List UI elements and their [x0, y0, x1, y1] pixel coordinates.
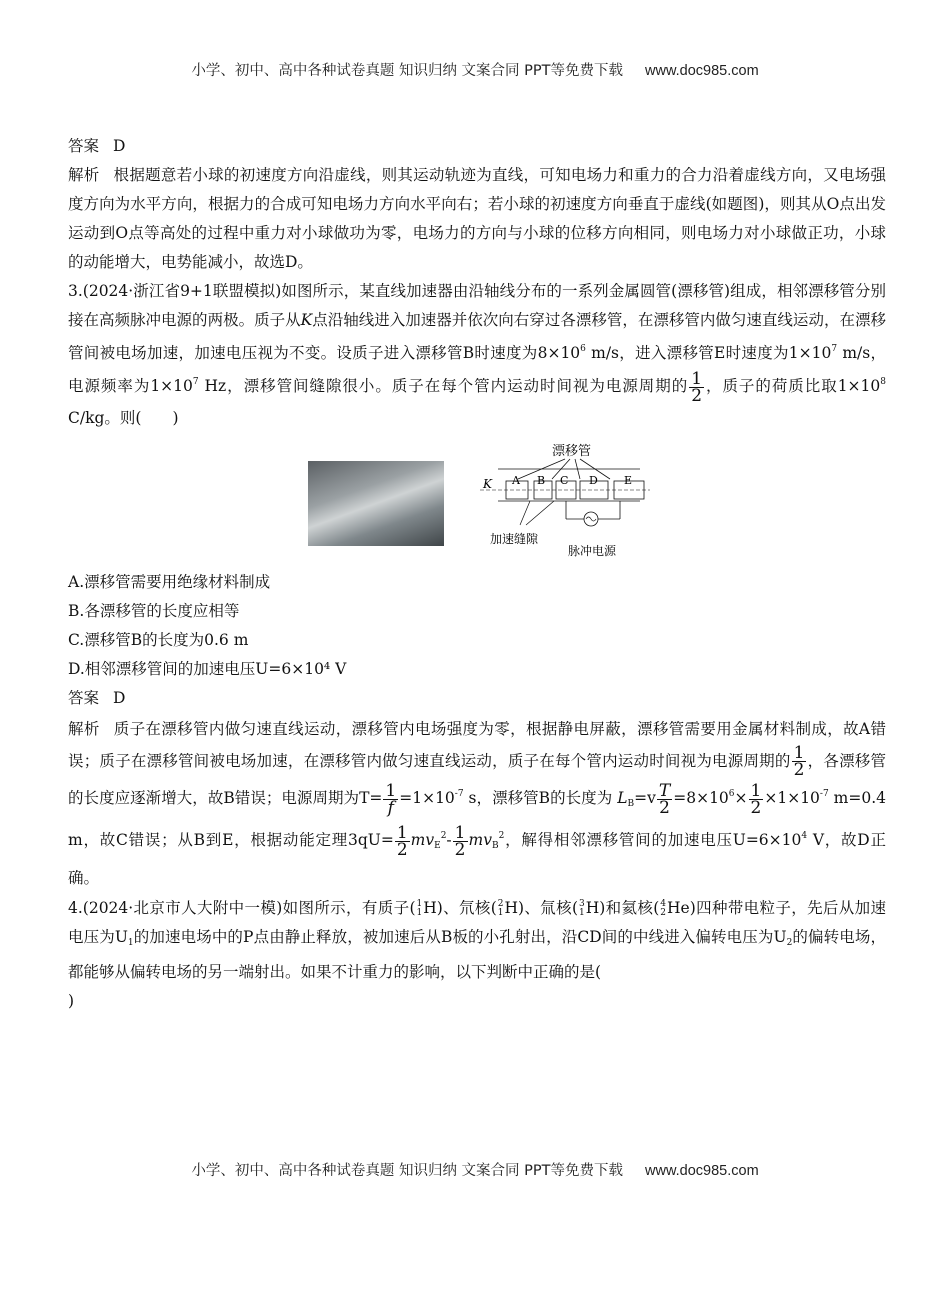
tube-a: A	[512, 473, 520, 487]
label-gap: 加速缝隙	[490, 531, 539, 546]
q3-figure	[68, 439, 886, 564]
fraction-half: $\frac{1}{2}$	[691, 368, 703, 406]
accelerator-photo	[308, 461, 444, 546]
footer-url[interactable]: www.doc985.com	[645, 1163, 759, 1179]
footer-text: 小学、初中、高中各种试卷真题 知识归纳 文案合同 PPT等免费下载	[191, 1163, 624, 1179]
q4-stem-end: )	[68, 992, 75, 1010]
option-d: D.相邻漂移管间的加速电压U=6×10⁴ V	[68, 659, 347, 678]
header-text: 小学、初中、高中各种试卷真题 知识归纳 文案合同 PPT等免费下载	[191, 63, 624, 79]
q2-answer: 答案 D	[68, 137, 126, 155]
tube-e: E	[624, 473, 633, 487]
tube-b: B	[537, 473, 546, 487]
header-url[interactable]: www.doc985.com	[645, 63, 759, 79]
option-a: A.漂移管需要用绝缘材料制成	[68, 572, 271, 591]
page-footer	[0, 1159, 950, 1180]
label-drift-tubes: 漂移管	[552, 443, 592, 459]
tube-d: D	[589, 473, 598, 487]
page-header	[0, 59, 950, 80]
label-source: 脉冲电源	[568, 543, 617, 558]
q3-stem: 3.(2024·浙江省9+1联盟模拟)如图所示，某直线加速器由沿轴线分布的一系列金属圆管(漂移管)组成，相邻漂移管分别接在高频脉冲电源的两极。质子从K点沿轴线进入加速器并依次向右穿过各漂移管，在漂移管内做匀速直线运动，在漂移管间被电场加速，加速电压视为不变。设质子进入漂移管B时速度为$8\times 10^6$ m/s，进入漂移管E时速度为$1\times 10^7$ m/s，电源频率为$1\times 10^7$ Hz，漂移管间缝隙很小。质子在每个管内运动时间视为电源周期的 $\frac{1}{2}$ ，质子的荷质比取$1\times 10^8$ C/kg。则( )	[68, 282, 887, 427]
q3-analysis: 解析 质子在漂移管内做匀速直线运动，漂移管内电场强度为零，根据静电屏蔽，漂移管需要用金属材料制成，故A错误；质子在漂移管间被电场加速，在漂移管内做匀速直线运动，质子在每个管内运动时间视为电源周期的 $\frac{1}{2}$ ，各漂移管的长度应逐渐增大，故B错误；电源周期为T= $\frac{1}{f}$ $=1\times 10^{-7}$ s，漂移管B的长度为 $L_B=v$ $\frac{T}{2}$ $=8\times 10^6\times$ $\frac{1}{2}$ $\times 1\times 10^{-7}$ m=0.4 m，故C错误；从B到E，根据动能定理3qU= $\frac{1}{2}$ $mv_E^2-$ $\frac{1}{2}$ $mv_B^2$，解得相邻漂移管间的加速电压$U=6\times 10^4$ V，故D正确。	[68, 719, 887, 887]
drift-tube-diagram	[480, 439, 650, 564]
q2-analysis: 解析 根据题意若小球的初速度方向沿虚线，则其运动轨迹为直线，可知电场力和重力的合力沿着虚线方向，又电场强度方向为水平方向，根据力的合成可知电场力方向水平向右；若小球的初速度方向垂直于虚线(如题图)，则其从O点出发运动到O点等高处的过程中重力对小球做功为零，电场力的方向与小球的位移方向相同，则电场力对小球做正功，小球的动能增大，电势能减小，故选D。	[68, 166, 886, 271]
tube-c: C	[560, 473, 569, 487]
option-b: B.各漂移管的长度应相等	[68, 601, 240, 620]
q3-answer: 答案 D	[68, 688, 126, 707]
q4-stem: 4.(2024·北京市人大附中一模)如图所示，有质子( 1 1 H)、氘核( 2 1 H)、氚核( 3 1 H)和氦核( 4 2 He)四种带电粒子，先后从加速电压为$U_1$的加速电场中的P点由静止释放，被加速后从B板的小孔射出，沿CD间的中线进入偏转电压为$U_2$的偏转电场，都能够从偏转电场的另一端射出。如果不计重力的影响，以下判断中正确的是(	[68, 899, 886, 981]
label-k: K	[483, 476, 492, 491]
option-c: C.漂移管B的长度为0.6 m	[68, 630, 249, 649]
document-body	[68, 132, 886, 1016]
